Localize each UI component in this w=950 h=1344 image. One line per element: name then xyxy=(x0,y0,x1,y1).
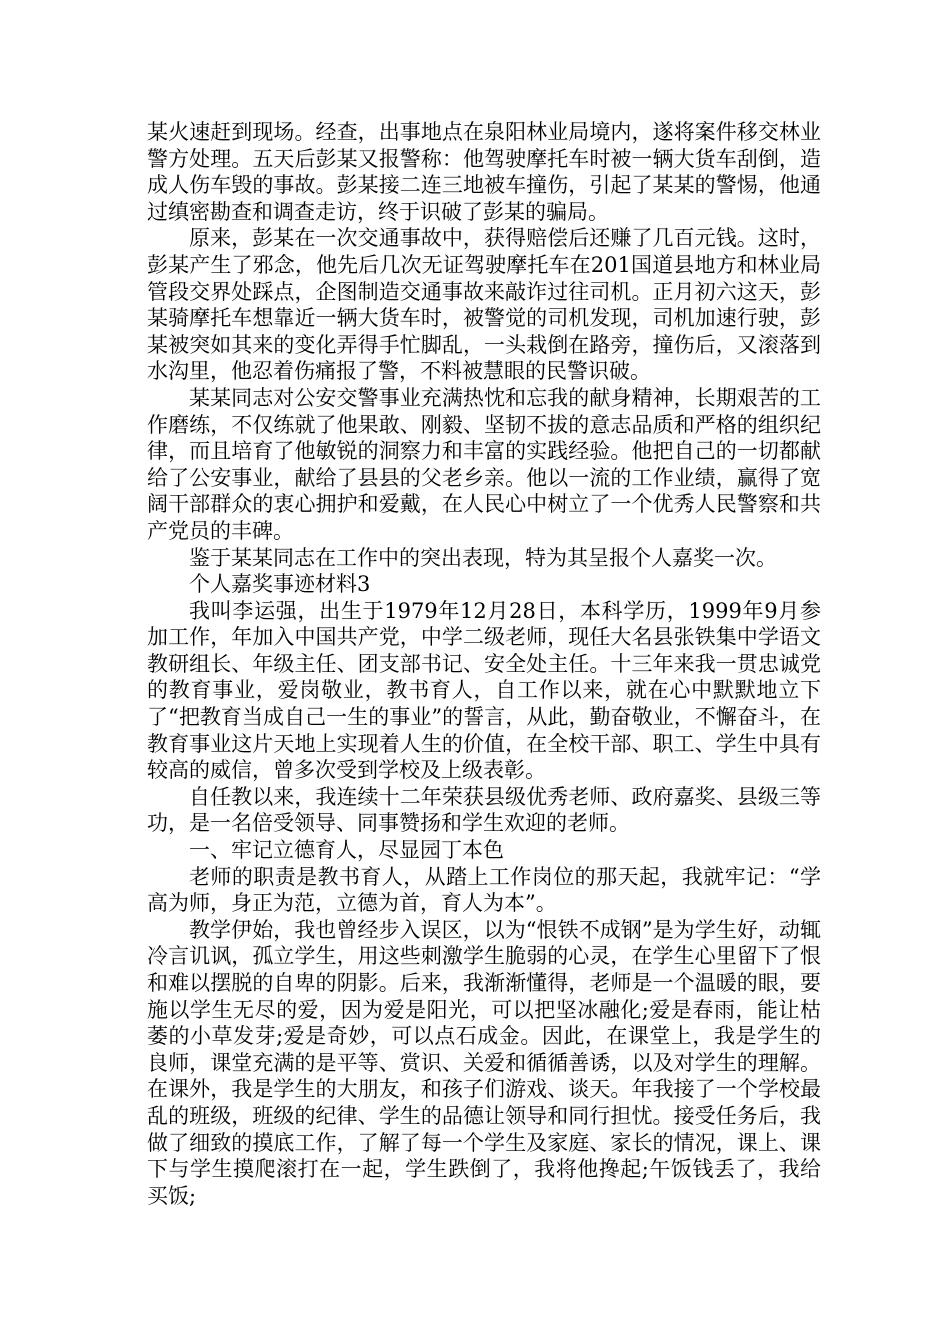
section-heading-material-3: 个人嘉奖事迹材料3 xyxy=(189,572,371,597)
paragraph-dedication: 某某同志对公安交警事业充满热忱和忘我的献身精神，长期艰苦的工作磨练，不仅练就了他果敢、刚毅、坚韧不拔的意志品质和严格的组织纪律，而且培育了他敏锐的洞察力和丰富的实践经验。他把自己的一切都献给了公安事业，献给了县县的父老乡亲。他以一流的工作业绩，赢得了宽阔干部群众的衷心拥护和爱戴，在人民心中树立了一个优秀人民警察和共产党员的丰碑。 xyxy=(147,385,821,543)
paragraph-teaching-story: 教学伊始，我也曾经步入误区，以为“恨铁不成钢”是为学生好，动辄冷言讥讽，孤立学生，用这些刺激学生脆弱的心灵，在学生心里留下了恨和难以摆脱的自卑的阴影。后来，我渐渐懂得，老师是一个温暖的眼，要施以学生无尽的爱，因为爱是阳光，可以把坚冰融化;爱是春雨，能让枯萎的小草发芽;爱是奇妙，可以点石成金。因此，在课堂上，我是学生的良师，课堂充满的是平等、赏识、关爱和循循善诱，以及对学生的理解。在课外，我是学生的大朋友，和孩子们游戏、谈天。年我接了一个学校最乱的班级，班级的纪律、学生的品德让领导和同行担忧。接受任务后，我做了细致的摸底工作，了解了每一个学生及家庭、家长的情况，课上、课下与学生摸爬滚打在一起，学生跌倒了，我将他搀起;午饭钱丢了，我给买饭; xyxy=(147,917,821,1208)
paragraph-commendation: 鉴于某某同志在工作中的突出表现，特为其呈报个人嘉奖一次。 xyxy=(189,545,777,570)
paragraph-teacher-duty: 老师的职责是教书育人，从踏上工作岗位的那天起，我就牢记：“学高为师，身正为范，立德为首，育人为本”。 xyxy=(147,864,821,916)
paragraph-continuation: 某火速赶到现场。经查，出事地点在泉阳林业局境内，遂将案件移交林业警方处理。五天后彭某又报警称：他驾驶摩托车时被一辆大货车刮倒，造成人伤车毁的事故。彭某接二连三地被车撞伤，引起了某某的警惕，他通过缜密勘查和调查走访，终于识破了彭某的骗局。 xyxy=(147,120,821,224)
paragraph-honors: 自任教以来，我连续十二年荣获县级优秀老师、政府嘉奖、县级三等功，是一名倍受领导、同事赞扬和学生欢迎的老师。 xyxy=(147,784,821,836)
document-page xyxy=(147,119,821,1209)
paragraph-self-introduction: 我叫李运强，出生于1979年12月28日，本科学历，1999年9月参加工作，年加入中国共产党，中学二级老师，现任大名县张铁集中学语文教研组长、年级主任、团支部书记、安全处主任。十三年来我一贯忠诚党的教育事业，爱岗敬业，教书育人，自工作以来，就在心中默默地立下了“把教育当成自己一生的事业”的誓言，从此，勤奋敬业，不懈奋斗，在教育事业这片天地上实现着人生的价值，在全校干部、职工、学生中具有较高的威信，曾多次受到学校及上级表彰。 xyxy=(147,598,821,783)
subheading-moral-education: 一、牢记立德育人，尽显园丁本色 xyxy=(189,838,504,863)
paragraph-fraud-explanation: 原来，彭某在一次交通事故中，获得赔偿后还赚了几百元钱。这时，彭某产生了邪念，他先后几次无证驾驶摩托车在201国道县地方和林业局管段交界处踩点，企图制造交通事故来敲诈过往司机。正月初六这天，彭某骑摩托车想靠近一辆大货车时，被警觉的司机发现，司机加速行驶，彭某被突如其来的变化弄得手忙脚乱，一头栽倒在路旁，撞伤后，又滚落到水沟里，他忍着伤痛报了警，不料被慧眼的民警识破。 xyxy=(147,226,821,384)
